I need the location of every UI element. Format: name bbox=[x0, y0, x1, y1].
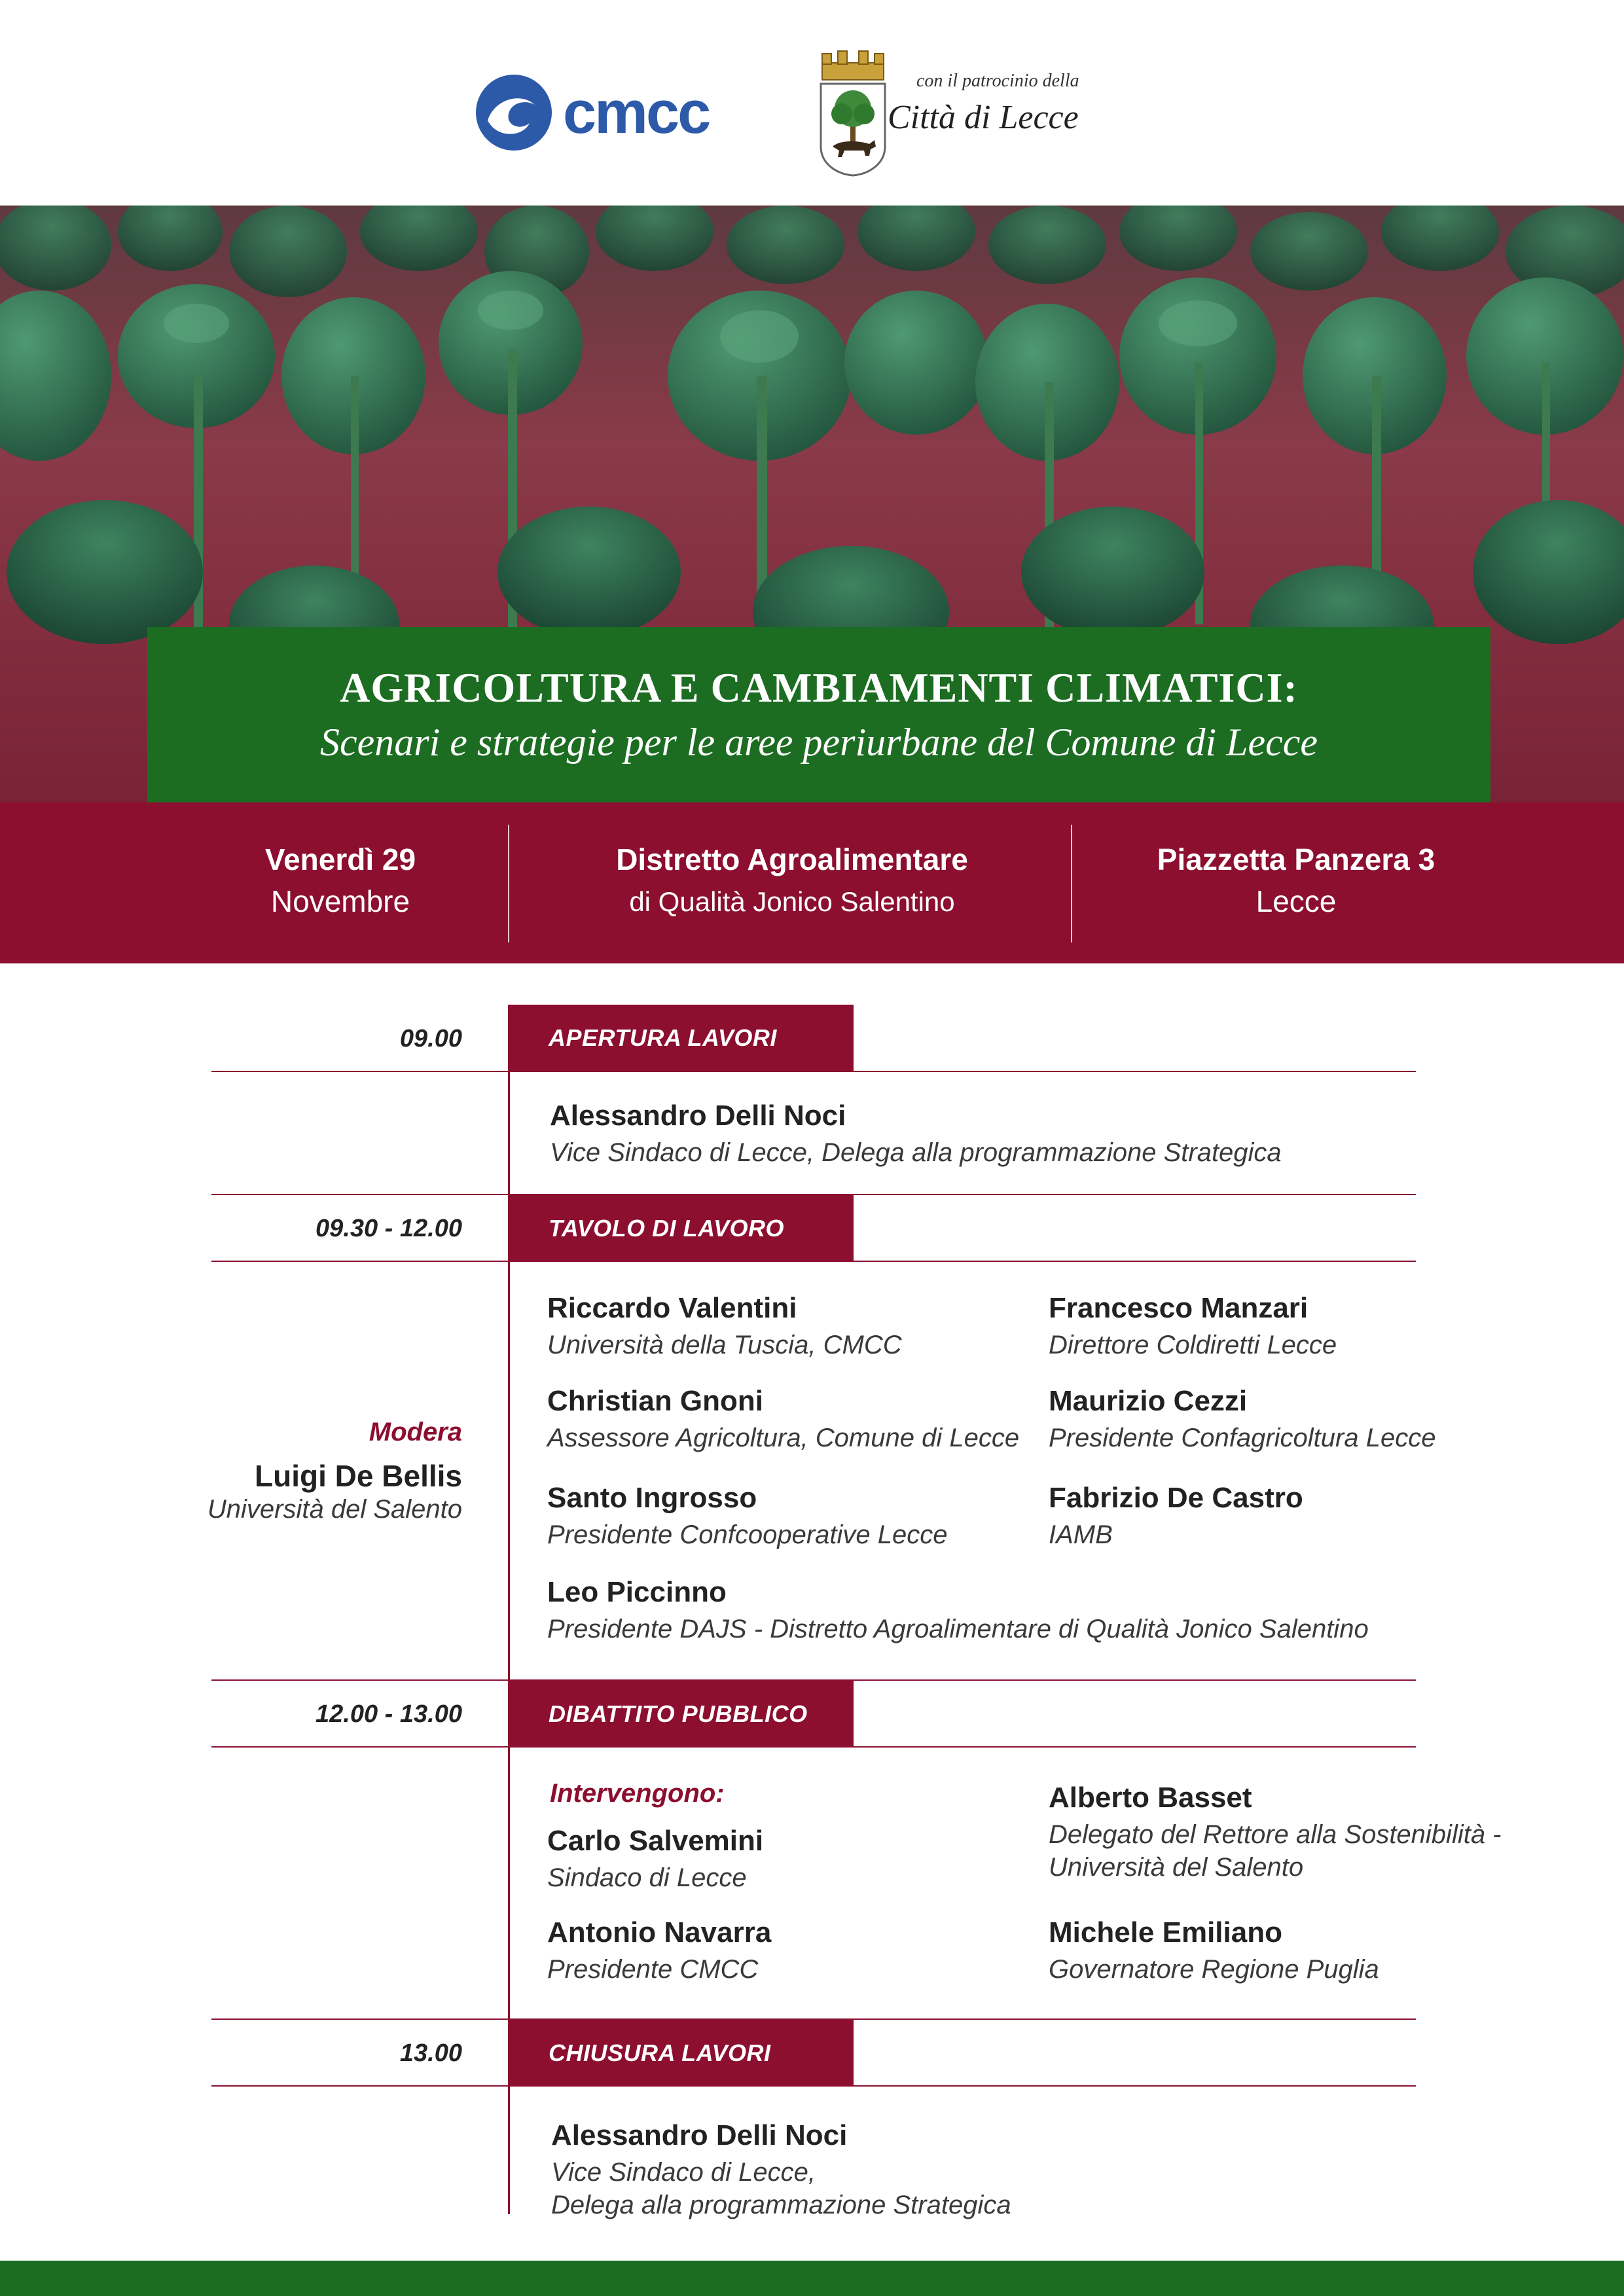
speaker-name: Santo Ingrosso bbox=[547, 1482, 757, 1514]
speaker bbox=[547, 1482, 947, 1551]
speaker-name: Christian Gnoni bbox=[547, 1385, 763, 1417]
speaker-name: Maurizio Cezzi bbox=[1049, 1385, 1248, 1417]
cmcc-swirl-icon bbox=[475, 73, 553, 152]
section-apertura-lavori: APERTURA LAVORI bbox=[508, 1005, 854, 1071]
event-title: AGRICOLTURA E CAMBIAMENTI CLIMATICI: bbox=[340, 664, 1298, 711]
section-tavolo-di-lavoro: TAVOLO DI LAVORO bbox=[508, 1195, 854, 1262]
date-month: Novembre bbox=[270, 884, 410, 918]
patronage-text: con il patrocinio della bbox=[916, 71, 1079, 91]
footer-bar bbox=[0, 2261, 1624, 2296]
event-info-band bbox=[0, 802, 1624, 963]
time-apertura: 09.00 bbox=[399, 1025, 462, 1052]
divider-line bbox=[211, 1746, 1416, 1748]
cmcc-wordmark: cmcc bbox=[563, 79, 710, 146]
speaker bbox=[551, 2119, 1011, 2221]
speaker bbox=[1049, 1292, 1337, 1361]
speaker-name: Alessandro Delli Noci bbox=[550, 1100, 846, 1132]
speaker-role: Presidente DAJS - Distretto Agroalimentare di Qualità Jonico Salentino bbox=[547, 1615, 1369, 1643]
divider-line bbox=[211, 1261, 1416, 1262]
info-divider bbox=[1071, 825, 1072, 942]
date-day: Venerdì 29 bbox=[264, 842, 416, 876]
speaker bbox=[1049, 1482, 1303, 1551]
modera-label: Modera bbox=[369, 1418, 462, 1446]
speaker bbox=[547, 1576, 1369, 1645]
event-address bbox=[1113, 842, 1479, 919]
speaker-role: Vice Sindaco di Lecce, bbox=[551, 2158, 816, 2187]
speaker-role: Direttore Coldiretti Lecce bbox=[1049, 1331, 1337, 1359]
section-dibattito-pubblico: DIBATTITO PUBBLICO bbox=[508, 1681, 854, 1748]
moderator-role: Università del Salento bbox=[207, 1495, 462, 1524]
event-venue bbox=[537, 842, 1047, 918]
speaker bbox=[547, 1385, 1019, 1454]
speaker-name: Alberto Basset bbox=[1049, 1782, 1252, 1814]
speaker-role: IAMB bbox=[1049, 1520, 1113, 1549]
event-date bbox=[190, 842, 491, 919]
speaker-name: Francesco Manzari bbox=[1049, 1292, 1308, 1324]
speaker-role: Governatore Regione Puglia bbox=[1049, 1955, 1379, 1984]
intervengono-label: Intervengono: bbox=[550, 1779, 725, 1808]
address-street: Piazzetta Panzera 3 bbox=[1157, 842, 1435, 876]
speaker-role: Presidente Confagricoltura Lecce bbox=[1049, 1424, 1436, 1452]
speaker-name: Michele Emiliano bbox=[1049, 1916, 1282, 1948]
speaker-role: Delega alla programmazione Strategica bbox=[551, 2191, 1011, 2219]
speaker-name: Alessandro Delli Noci bbox=[551, 2119, 848, 2151]
speaker bbox=[547, 1292, 902, 1361]
speaker bbox=[1049, 1782, 1502, 1884]
speaker bbox=[1049, 1385, 1435, 1454]
venue-name: Distretto Agroalimentare bbox=[616, 842, 968, 876]
speaker bbox=[547, 1825, 763, 1894]
title-box bbox=[147, 627, 1490, 802]
speaker-role: Università della Tuscia, CMCC bbox=[547, 1331, 902, 1359]
speaker-role: Università del Salento bbox=[1049, 1853, 1304, 1882]
speaker-role: Assessore Agricoltura, Comune di Lecce bbox=[547, 1424, 1020, 1452]
lecce-crest-icon bbox=[817, 48, 889, 177]
cmcc-logo bbox=[475, 73, 717, 152]
speaker-name: Fabrizio De Castro bbox=[1049, 1482, 1303, 1514]
venue-detail: di Qualità Jonico Salentino bbox=[629, 886, 955, 917]
speaker-role: Presidente Confcooperative Lecce bbox=[547, 1520, 948, 1549]
speaker-name: Carlo Salvemini bbox=[547, 1825, 764, 1857]
moderator-name: Luigi De Bellis bbox=[255, 1459, 462, 1493]
time-tavolo: 09.30 - 12.00 bbox=[316, 1215, 462, 1242]
speaker-role: Vice Sindaco di Lecce, Delega alla programmazione Strategica bbox=[550, 1138, 1282, 1167]
event-subtitle: Scenari e strategie per le aree periurbane del Comune di Lecce bbox=[319, 721, 1318, 764]
speaker-role: Delegato del Rettore alla Sostenibilità - bbox=[1049, 1820, 1502, 1849]
time-chiusura: 13.00 bbox=[399, 2039, 462, 2067]
time-dibattito: 12.00 - 13.00 bbox=[316, 1700, 462, 1728]
divider-line bbox=[211, 1071, 1416, 1072]
section-chiusura-lavori: CHIUSURA LAVORI bbox=[508, 2020, 854, 2087]
speaker bbox=[547, 1916, 771, 1986]
speaker bbox=[1049, 1916, 1379, 1986]
speaker-name: Antonio Navarra bbox=[547, 1916, 772, 1948]
speaker-role: Sindaco di Lecce bbox=[547, 1863, 747, 1892]
address-city: Lecce bbox=[1255, 884, 1337, 918]
speaker bbox=[550, 1100, 1282, 1169]
speaker-name: Riccardo Valentini bbox=[547, 1292, 797, 1324]
info-divider bbox=[508, 825, 509, 942]
divider-line bbox=[211, 2085, 1416, 2087]
speaker-name: Leo Piccinno bbox=[547, 1576, 727, 1608]
speaker-role: Presidente CMCC bbox=[547, 1955, 759, 1984]
city-name: Città di Lecce bbox=[888, 99, 1079, 136]
